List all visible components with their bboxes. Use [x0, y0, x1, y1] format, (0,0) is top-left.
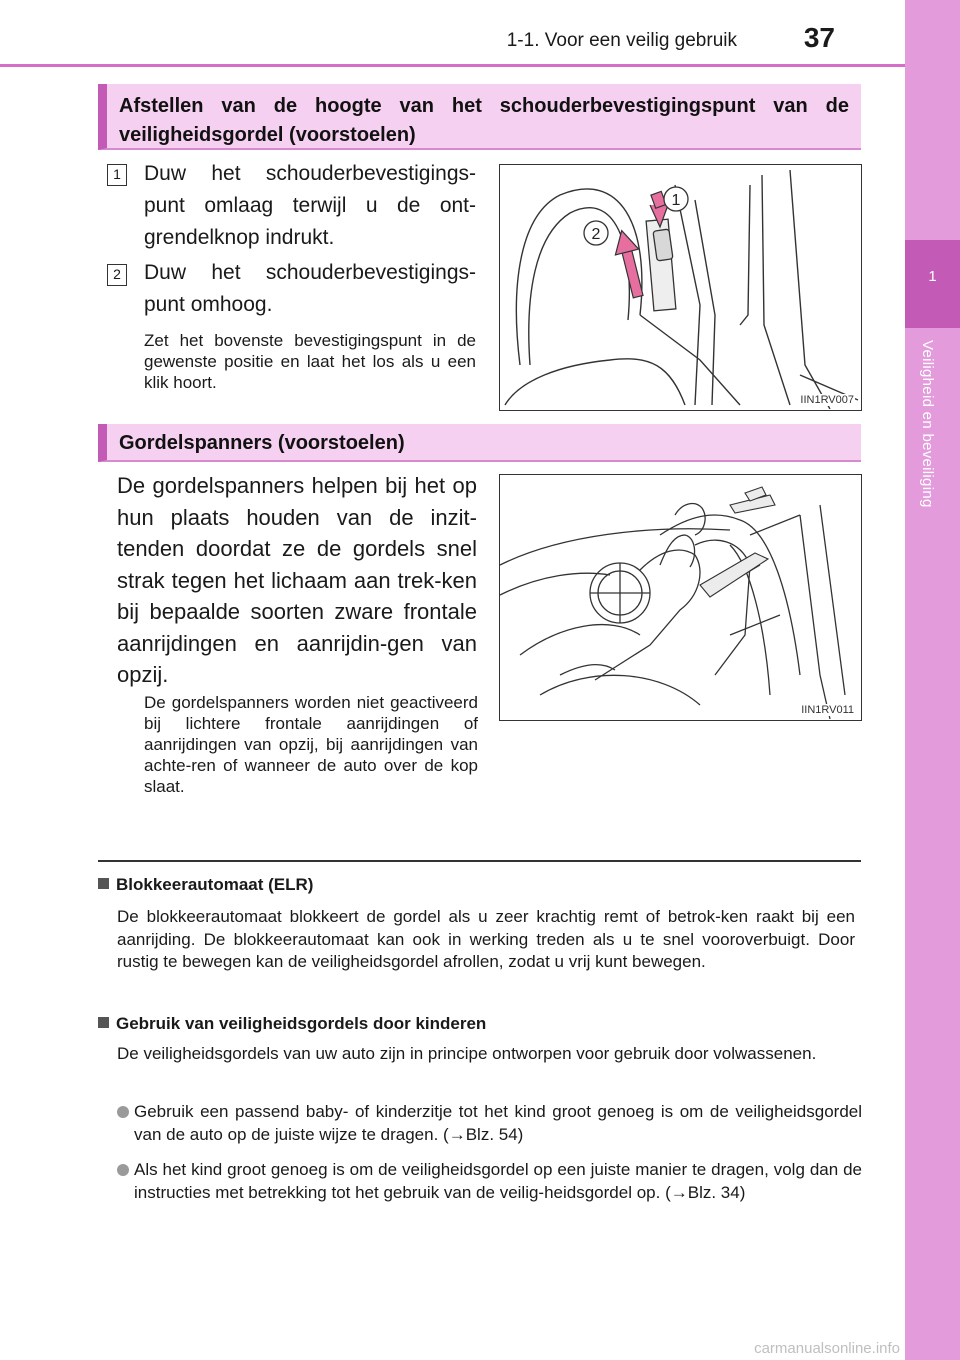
step-note: Zet het bovenste bevestigingspunt in de gewenste positie en laat het los als u een klik hoort.: [144, 331, 476, 392]
watermark: carmanualsonline.info: [754, 1340, 900, 1357]
list-item: [117, 1159, 862, 1204]
pretensioner-text: De gordelspanners helpen bij het op hun plaats houden van de inzit-tenden doordat ze de gordels snel strak tegen het lichaam aan trek-ken bij bepaalde soorten zware frontale aanrijdingen en aanrijdin-gen van opzij.: [117, 473, 477, 687]
section-heading-pretensioners: Gordelspanners (voorstoelen): [98, 424, 861, 462]
bullet-dot-icon: [117, 1164, 129, 1176]
chapter-side-tab: [905, 0, 960, 1360]
step-2-text: Duw het schouderbevestigings-punt omhoog.: [144, 261, 476, 316]
square-bullet-icon: [98, 878, 109, 889]
children-paragraph: De veiligheidsgordels van uw auto zijn in principe ontworpen voor gebruik door volwassenen.: [117, 1044, 817, 1063]
list-item-text: Als het kind groot genoeg is om de veiligheidsgordel op een juiste manier te dragen, volg dan de instructies met betrekking tot het gebruik van de veilig-heidsgordel op. (→Blz. 34): [134, 1160, 862, 1202]
section-title: 1-1. Voor een veilig gebruik: [506, 30, 737, 51]
elr-heading-text: Blokkeerautomaat (ELR): [116, 875, 314, 894]
square-bullet-icon: [98, 1017, 109, 1028]
step-badge-1: 1: [107, 164, 127, 186]
figure-pretensioners: [499, 474, 862, 721]
section-divider: [98, 860, 861, 862]
chapter-number: 1: [928, 268, 937, 285]
figure-shoulder-anchor: [499, 164, 862, 411]
figure-code: IIN1RV011: [801, 704, 854, 716]
page-number: 37: [803, 22, 835, 53]
pretensioner-note: De gordelspanners worden niet geactiveerd bij lichtere frontale aanrijdingen of aanrijdingen van opzij, bij aanrijdingen van achte-ren of wanneer de auto over de kop slaat.: [144, 693, 478, 796]
step-badge-2: 2: [107, 264, 127, 286]
callout-1: 1: [671, 192, 681, 209]
section-heading-shoulder-anchor: Afstellen van de hoogte van het schouderbevestigingspunt van de veiligheidsgordel (voorstoelen): [98, 84, 861, 150]
pretensioner-illustration: [500, 475, 860, 719]
chapter-name: Veiligheid en beveiliging: [919, 340, 936, 508]
figure-code: IIN1RV007: [800, 394, 854, 406]
step-1-text: Duw het schouderbevestigings-punt omlaag terwijl u de ont-grendelknop indrukt.: [144, 162, 476, 249]
bullet-dot-icon: [117, 1106, 129, 1118]
page-header: [0, 0, 905, 70]
header-rule: [0, 64, 905, 67]
elr-paragraph: De blokkeerautomaat blokkeert de gordel als u zeer krachtig remt of betrok-ken raakt bij een aanrijding. De blokkeerautomaat kan ook in werking treden als u te snel vooroverbuigt. Door rustig te bewegen kan de veiligheidsgordel afrollen, zodat u vrij kunt bewegen.: [117, 907, 855, 971]
seatbelt-anchor-illustration: [500, 165, 860, 409]
list-item: [117, 1101, 862, 1146]
elr-heading: [98, 875, 313, 895]
children-heading: [98, 1014, 486, 1034]
list-item-text: Gebruik een passend baby- of kinderzitje tot het kind groot genoeg is om de veiligheidsgordel van de auto op de juiste wijze te dragen. (→Blz. 54): [134, 1102, 862, 1144]
callout-2: 2: [591, 226, 601, 243]
children-heading-text: Gebruik van veiligheidsgordels door kinderen: [116, 1014, 487, 1033]
